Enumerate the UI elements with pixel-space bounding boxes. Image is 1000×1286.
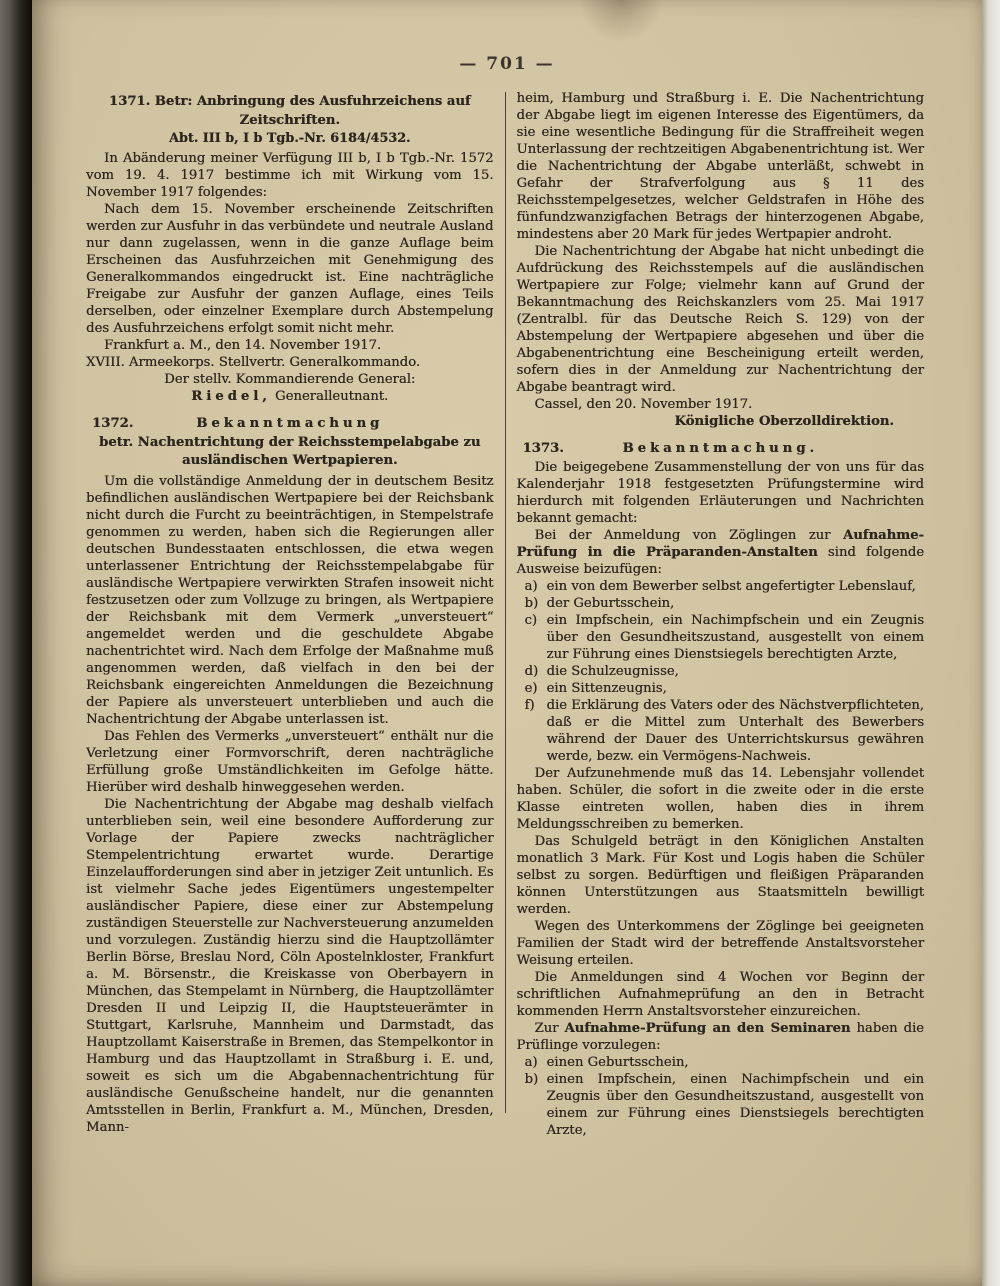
article-1372-subtitle: betr. Nachentrichtung der Reichsstempelabgabe zu ausländischen Wertpapieren. bbox=[99, 435, 481, 468]
article-1371-title-line2: Zeitschriften. bbox=[239, 113, 340, 128]
paragraph: Wegen des Unterkommens der Zöglinge bei geeigneten Familien der Stadt wird der betreffende Anstaltsvorsteher Weisung erteilen. bbox=[516, 919, 924, 968]
list-item bbox=[525, 1054, 925, 1071]
column-divider-rule bbox=[505, 92, 506, 1113]
article-1371-number: 1371. bbox=[108, 94, 151, 109]
signature-intro: Der stellv. Kommandierende General: bbox=[164, 372, 416, 387]
text-columns bbox=[86, 90, 924, 1139]
article-1372 bbox=[86, 414, 494, 1136]
list-text: ein von dem Bewerber selbst angefertigter Lebenslauf, bbox=[546, 579, 916, 594]
left-column bbox=[86, 90, 494, 1139]
org-line: XVIII. Armeekorps. Stellvertr. Generalkommando. bbox=[86, 355, 421, 370]
article-1373 bbox=[517, 439, 925, 1139]
paragraph: Das Fehlen des Vermerks „unversteuert“ enthält nur die Verletzung einer Formvorschrift, deren nachträgliche Erfüllung große Umständlichkeiten im Gefolge hätte. Hierüber wird deshalb hinweggesehen werden. bbox=[86, 729, 494, 795]
requirements-list bbox=[517, 578, 925, 765]
list-marker: d) bbox=[524, 664, 539, 679]
list-marker: e) bbox=[524, 681, 538, 696]
page bbox=[32, 0, 982, 1286]
list-item bbox=[525, 680, 925, 697]
paragraph: In Abänderung meiner Verfügung III b, I b Tgb.-Nr. 1572 vom 19. 4. 1917 bestimme ich mit Wirkung vom 15. November 1917 folgendes: bbox=[86, 151, 494, 200]
list-item bbox=[525, 595, 925, 612]
article-1371-heading bbox=[86, 92, 494, 147]
article-1372-title: Bekanntmachung bbox=[196, 416, 384, 431]
list-marker: b) bbox=[524, 1072, 539, 1087]
list-item bbox=[525, 1071, 925, 1139]
signature-block bbox=[86, 337, 494, 405]
article-1372-number: 1372. bbox=[92, 416, 134, 431]
signature-role: Generalleutnant. bbox=[275, 389, 389, 404]
list-marker: f) bbox=[524, 698, 535, 713]
article-1372-heading bbox=[86, 414, 494, 433]
paragraph: Das Schulgeld beträgt in den Königlichen Anstalten monatlich 3 Mark. Für Kost und Logis haben die Schüler selbst zu sorgen. Bedürftigen und fleißigen Präparanden können Unterstützungen aus Staatsmitteln bewilligt werden. bbox=[516, 834, 924, 917]
article-1373-title: Bekanntmachung. bbox=[622, 441, 819, 456]
paragraph: Der Aufzunehmende muß das 14. Lebensjahr vollendet haben. Schüler, die sofort in die zweite oder in die erste Klasse eintreten wollen, haben dies in ihrem Meldungsschreiben zu bemerken. bbox=[516, 766, 924, 832]
signature-line bbox=[86, 388, 494, 405]
book-binding-edge bbox=[0, 0, 32, 1286]
list-item bbox=[525, 663, 925, 680]
list-item bbox=[525, 578, 925, 595]
list-text: ein Impfschein, ein Nachimpfschein und ein Zeugnis über den Gesundheitszustand, ausgestellt von einem zur Führung eines Dienstsiegels berechtigten Arzte, bbox=[546, 613, 924, 662]
paragraph-text: Zur bbox=[534, 1021, 565, 1036]
article-1372-continuation bbox=[517, 90, 925, 430]
list-text: die Erklärung des Vaters oder des Nächstverpflichteten, daß er die Mittel zum Unterhalt des Bewerbers während der Dauer des Unterrichtskursus gewähren werde, bezw. ein Vermögens-Nachweis. bbox=[546, 698, 924, 764]
list-marker: b) bbox=[524, 596, 539, 611]
article-1371 bbox=[86, 92, 494, 405]
paragraph-emphasis: Aufnahme-Prüfung in die Präparanden-Anstalten bbox=[516, 528, 924, 560]
right-column bbox=[517, 90, 925, 1139]
paragraph-text: haben die Prüflinge vorzulegen: bbox=[516, 1021, 924, 1053]
paragraph-continuation: heim, Hamburg und Straßburg i. E. Die Nachentrichtung der Abgabe liegt im eigenen Interesse des Eigentümers, da sie eine wesentliche Bedingung für die Straffreiheit wegen Unterlassung der rechtzeitigen Abgabenentrichtung ist. Wer die Nachentrichtung der Abgabe unterläßt, schwebt in Gefahr der Strafverfolgung aus § 11 des Reichsstempelgesetzes, welcher Geldstrafen in Höhe des fünfundzwanzigfachen Betrags der hinterzogenen Abgabe, mindestens aber 20 Mark für jedes Wertpapier androht. bbox=[516, 91, 924, 242]
signature-block bbox=[517, 396, 925, 430]
paragraph-text: Bei der Anmeldung von Zöglingen zur bbox=[534, 528, 843, 543]
paragraph bbox=[517, 527, 925, 578]
signature-line: Königliche Oberzolldirektion. bbox=[674, 414, 894, 429]
paragraph: Die beigegebene Zusammenstellung der von uns für das Kalenderjahr 1918 festgesetzten Prüfungstermine wird hierdurch mit folgenden Erläuterungen und Nachrichten bekannt gemacht: bbox=[516, 460, 924, 526]
paragraph: Die Nachentrichtung der Abgabe hat nicht unbedingt die Aufdrückung des Reichsstempels auf die ausländischen Wertpapiere zur Folge; vielmehr kann auf Grund der Bekanntmachung des Reichskanzlers vom 25. Mai 1917 (Zentralbl. für das Deutsche Reich S. 129) von der Abstempelung der Wertpapiere abgesehen und über die Abgabenentrichtung eine Bescheinigung erteilt werden, sofern dies in der Anmeldung zur Nachentrichtung der Abgabe beantragt wird. bbox=[516, 244, 924, 395]
paragraph: Die Nachentrichtung der Abgabe mag deshalb vielfach unterblieben sein, weil eine besondere Aufforderung zur Vorlage der Papiere zwecks nachträglicher Stempelentrichtung erwartet wurde. Derartige Einzelaufforderungen sind aber in jetziger Zeit untunlich. Es ist vielmehr Sache jedes Eigentümers ungestempelter ausländischer Papiere, diese einer zur Abstempelung zuständigen Steuerstelle zur Nachversteuerung anzumelden und vorzulegen. Zuständig hierzu sind die Hauptzollämter Berlin Börse, Breslau Nord, Cöln Apostelnkloster, Frankfurt a. M. Börsenstr., die Kreiskasse von Oberbayern in München, das Stempelamt in Nürnberg, die Hauptzollämter Dresden II und Leipzig II, die Hauptsteuerämter in Stuttgart, Karlsruhe, Mannheim und Darmstadt, das Hauptzollamt Kaiserstraße in Bremen, das Stempelkontor in Hamburg und das Hauptzollamt in Straßburg i. E. und, soweit es sich um die Abgabennachentrichtung für ausländische Genußscheine handelt, nur die genannten Amtsstellen in Berlin, Frankfurt a. M., München, Dresden, Mann- bbox=[86, 797, 494, 1135]
list-text: der Geburtsschein, bbox=[546, 596, 675, 611]
requirements-list-seminare bbox=[517, 1054, 925, 1139]
article-1373-number: 1373. bbox=[522, 441, 564, 456]
article-1371-title-line1 bbox=[86, 92, 494, 111]
list-text: die Schulzeugnisse, bbox=[546, 664, 679, 679]
article-1371-title: Betr: Anbringung des Ausfuhrzeichens auf bbox=[154, 94, 471, 109]
paragraph-text: sind folgende Ausweise beizufügen: bbox=[516, 545, 924, 577]
dateline: Cassel, den 20. November 1917. bbox=[534, 397, 753, 412]
list-marker: c) bbox=[524, 613, 538, 628]
article-1371-reference: Abt. III b, I b Tgb.-Nr. 6184/4532. bbox=[168, 131, 411, 146]
paragraph: Um die vollständige Anmeldung der in deutschem Besitz befindlichen ausländischen Wertpapiere bei der Reichsbank nicht durch die Furcht zu beeinträchtigen, in Stempelstrafe genommen zu werden, haben sich die Regierungen aller deutschen Bundesstaaten entschlossen, die etwa wegen unterlassener Entrichtung der Reichsstempelabgabe für ausländische Wertpapiere verwirkten Strafen insoweit nicht festzusetzen oder zum Vollzuge zu bringen, als Wertpapiere der Reichsbank mit dem Vermerk „unversteuert“ angemeldet werden und die geschuldete Abgabe nachentrichtet wird. Nach dem Erfolge der Maßnahme muß angenommen werden, daß vielfach in den bei der Reichsbank eingereichten Anmeldungen die Bezeichnung der Papiere als unversteuert unterblieben und auch die Nachentrichtung der Abgabe unterlassen ist. bbox=[86, 474, 494, 727]
list-text: einen Geburtsschein, bbox=[546, 1055, 689, 1070]
page-right-edge bbox=[982, 0, 1000, 1286]
list-marker: a) bbox=[524, 579, 538, 594]
list-item bbox=[525, 612, 925, 663]
paragraph-emphasis: Aufnahme-Prüfung an den Seminaren bbox=[564, 1021, 851, 1036]
paragraph: Die Anmeldungen sind 4 Wochen vor Beginn der schriftlichen Aufnahmeprüfung an den in Betracht kommenden Herrn Anstaltsvorsteher einzureichen. bbox=[516, 970, 924, 1019]
list-text: ein Sittenzeugnis, bbox=[546, 681, 667, 696]
list-item bbox=[525, 697, 925, 765]
article-1373-heading bbox=[517, 439, 925, 458]
list-marker: a) bbox=[524, 1055, 538, 1070]
paragraph bbox=[517, 1020, 925, 1054]
signature-name: Riedel, bbox=[191, 389, 271, 404]
dateline: Frankfurt a. M., den 14. November 1917. bbox=[104, 338, 382, 353]
paragraph: Nach dem 15. November erscheinende Zeitschriften werden zur Ausfuhr in das verbündete und neutrale Ausland nur dann zugelassen, wenn in die ganze Auflage beim Erscheinen das Ausfuhrzeichen mit Genehmigung des Generalkommandos eingedruckt ist. Eine nachträgliche Freigabe zur Ausfuhr der ganzen Auflage, eines Teils derselben, oder einzelner Exemplare durch Abstempelung des Ausfuhrzeichens erfolgt somit nicht mehr. bbox=[86, 202, 494, 336]
page-number: — 701 — bbox=[459, 54, 555, 74]
list-text: einen Impfschein, einen Nachimpfschein und ein Zeugnis über den Gesundheitszustand, ausgestellt von einem zur Führung eines Dienstsiegels berechtigten Arzte, bbox=[546, 1072, 924, 1138]
